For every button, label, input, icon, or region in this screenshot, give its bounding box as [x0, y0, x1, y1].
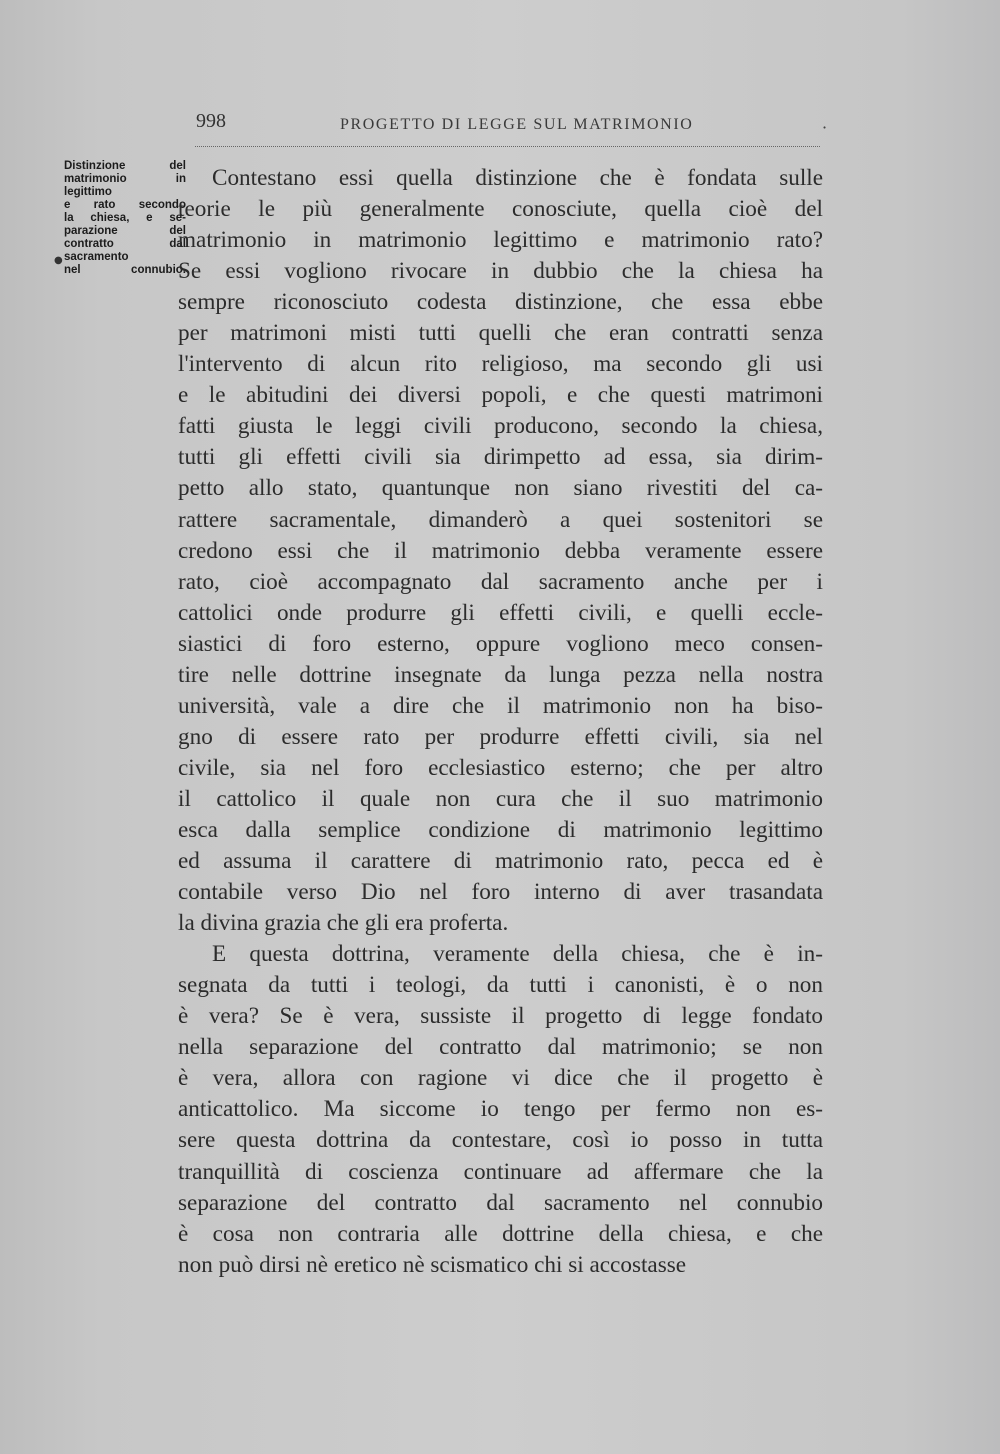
text-line: matrimonio in matrimonio legittimo e matrimonio rato? [178, 227, 823, 254]
margin-dot: ● [54, 255, 63, 266]
text-line: tranquillità di coscienza continuare ad affermare che la [178, 1158, 823, 1185]
text-line: siastici di foro esterno, oppure vogliono meco consen- [178, 630, 823, 657]
body-text [178, 163, 823, 1281]
header-mark: · [822, 118, 828, 137]
text-line: fatti giusta le leggi civili producono, secondo la chiesa, [178, 413, 823, 440]
text-line: è cosa non contraria alle dottrine della chiesa, e che [178, 1220, 823, 1247]
text-line: e le abitudini dei diversi popoli, e che questi matrimoni [178, 382, 823, 409]
page-number: 998 [196, 110, 226, 132]
text-line: rattere sacramentale, dimanderò a quei sostenitori se [178, 506, 823, 533]
text-line: gno di essere rato per produrre effetti civili, sia nel [178, 723, 823, 750]
text-line: petto allo stato, quantunque non siano rivestiti del ca- [178, 475, 823, 502]
text-line: anticattolico. Ma siccome io tengo per fermo non es- [178, 1096, 823, 1123]
text-line: teorie le più generalmente conosciute, quella cioè del [178, 196, 823, 223]
text-line: tutti gli effetti civili sia dirimpetto ad essa, sia dirim- [178, 444, 823, 471]
text-line: contabile verso Dio nel foro interno di aver trasandata [178, 879, 823, 906]
margin-note-line: sacramento [64, 251, 129, 263]
text-line: esca dalla semplice condizione di matrimonio legittimo [178, 816, 823, 843]
text-line: cattolici onde produrre gli effetti civili, e quelli eccle- [178, 599, 823, 626]
header-rule [195, 146, 820, 147]
text-line: rato, cioè accompagnato dal sacramento anche per i [178, 568, 823, 595]
margin-note-line: Distinzione del [64, 160, 186, 172]
margin-note-line: e rato secondo [64, 199, 186, 211]
margin-note-line: parazione del [64, 225, 186, 237]
margin-note [64, 160, 186, 277]
text-line: per matrimoni misti tutti quelli che eran contratti senza [178, 320, 823, 347]
text-line: civile, sia nel foro ecclesiastico esterno; che per altro [178, 754, 823, 781]
text-line: è vera? Se è vera, sussiste il progetto di legge fondato [178, 1003, 823, 1030]
text-line: segnata da tutti i teologi, da tutti i canonisti, è o non [178, 972, 823, 999]
text-line: non può dirsi nè eretico nè scismatico chi si accostasse [178, 1251, 687, 1278]
margin-note-line: la chiesa, e se- [64, 212, 186, 224]
text-line: sempre riconosciuto codesta distinzione, che essa ebbe [178, 289, 823, 316]
text-line: la divina grazia che gli era proferta. [178, 910, 509, 937]
text-line: università, vale a dire che il matrimonio non ha biso- [178, 692, 823, 719]
text-line: il cattolico il quale non cura che il suo matrimonio [178, 785, 823, 812]
text-line: Se essi vogliono rivocare in dubbio che la chiesa ha [178, 258, 823, 285]
text-line: Contestano essi quella distinzione che è fondata sulle [212, 165, 823, 191]
text-line: tire nelle dottrine insegnate da lunga pezza nella nostra [178, 661, 823, 688]
text-line: l'intervento di alcun rito religioso, ma secondo gli usi [178, 351, 823, 378]
margin-note-line: contratto dal [64, 238, 186, 250]
text-line: è vera, allora con ragione vi dice che il progetto è [178, 1065, 823, 1092]
text-line: sere questa dottrina da contestare, così io posso in tutta [178, 1127, 823, 1154]
margin-note-line: matrimonio in [64, 173, 186, 185]
text-line: E questa dottrina, veramente della chiesa, che è in- [212, 941, 823, 968]
margin-note-line: legittimo [64, 186, 112, 198]
running-title: PROGETTO DI LEGGE SUL MATRIMONIO [340, 116, 694, 133]
text-line: ed assuma il carattere di matrimonio rato, pecca ed è [178, 848, 823, 875]
text-line: separazione del contratto dal sacramento nel connubio [178, 1189, 823, 1216]
margin-note-line: nel connubio. [64, 264, 186, 276]
text-line: credono essi che il matrimonio debba veramente essere [178, 537, 823, 564]
text-line: nella separazione del contratto dal matrimonio; se non [178, 1034, 823, 1061]
